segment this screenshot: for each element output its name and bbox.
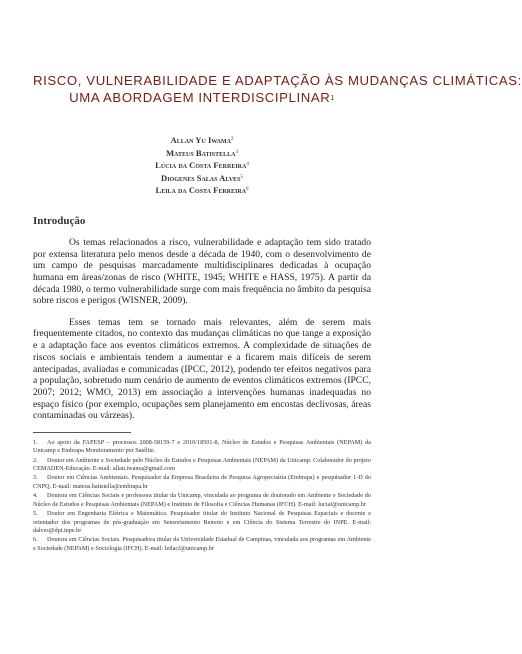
author-5 xyxy=(33,184,371,197)
author-list xyxy=(33,134,371,197)
footnote-text: Doutora em Ciências Sociais e professora titular da Unicamp, vinculada ao programa de doutorado em Ambiente e Sociedade do Núcleo de Estudos e Pesquisas Ambientais (NEPAM) e Instituto de Filosofia e Ciências Humanas (IFCH). E-mail: luciaf@unicamp.br xyxy=(33,492,371,508)
body-paragraph-1: Os temas relacionados a risco, vulnerabilidade e adaptação tem sido tratado por extensa literatura pelo menos desde a década de 1940, com o desenvolvimento de um campo de pesquisas marcadamente multidisciplinares dedicadas à ocupação humana em áreas/zonas de risco (WHITE, 1945; WHITE e HASS, 1975). A partir da década 1980, o termo vulnerabilidade surge com mais frequência no âmbito da pesquisa sobre riscos e perigos (WISNER, 2009). xyxy=(33,236,371,307)
article-title xyxy=(33,72,522,106)
author-footnote-marker: 2 xyxy=(230,137,234,142)
title-line-2-text: UMA ABORDAGEM INTERDISCIPLINAR xyxy=(69,90,331,105)
footnote-3 xyxy=(33,474,371,491)
footnote-text: Doutor em Engenharia Elétrica e Matemática. Pesquisador titular do Instituto Nacional de Pesquisas Espaciais e docente e orientador dos programas de pós-graduação em Sensoriamento Remoto e em Ciência do Sistema Terrestre do INPE. E-mail: dalves@dpi.inpe.br xyxy=(33,510,371,534)
author-footnote-marker: 3 xyxy=(235,149,238,155)
footnotes xyxy=(33,439,371,553)
body-paragraph-2: Esses temas tem se tornado mais relevantes, além de serem mais frequentemente citados, no contexto das mudanças climáticas no que tange a exposição e a adaptação face aos eventos climáticos extremos. A complexidade de situações de riscos sociais e ambientais tendem a aumentar e a ficarem mais difíceis de serem antecipadas, avaliadas e comunicadas (IPCC, 2012), podendo ter efeitos negativos para a população, sobretudo num cenário de aumento de eventos climáticos extremos (IPCC, 2007; 2012; WMO, 2013) em associação a intervenções humanas inadequadas no espaço físico (por exemplo, ocupações sem planejamento em encostas declivosas, áreas contaminadas ou várzeas). xyxy=(33,316,371,422)
footnote-5 xyxy=(33,510,371,535)
author-footnote-marker: 6 xyxy=(246,187,249,193)
footnote-text: Doutor em Ciências Ambientais. Pesquisador da Empresa Brasileira de Pesquisa Agropecuária (Embrapa) e pesquisador 1-D do CNPQ. E-mail: mateus.batistella@embrapa.br xyxy=(33,474,371,490)
document-page xyxy=(0,72,522,654)
author-4 xyxy=(33,172,371,185)
author-3 xyxy=(33,159,371,172)
author-2 xyxy=(33,147,371,160)
footnote-4 xyxy=(33,492,371,509)
title-line-2 xyxy=(33,89,371,106)
author-name: Diogenes Salas Alves xyxy=(161,172,241,183)
author-name: Lúcia da Costa Ferreira xyxy=(155,160,247,171)
footnote-number: 2. xyxy=(33,456,38,464)
title-line-1: RISCO, VULNERABILIDADE E ADAPTAÇÃO ÀS MUDANÇAS CLIMÁTICAS: xyxy=(33,73,522,88)
footnote-number: 5. xyxy=(33,510,38,518)
footnote-text: Doutora em Ciências Sociais. Pesquisadora titular da Universidade Estadual de Campinas, vinculada aos programas em Ambiente e Sociedade (NEPAM) e Sociologia (IFCH). E-mail: leilacf@unicamp.br xyxy=(33,536,371,552)
footnote-text: Ao apoio da FAPESP – processos 2008-58159-7 e 2010/18501-8, Núcleo de Estudos e Pesquisas Ambientais (NEPAM) da Unicamp e Embrapa Monitoramento por Satélite. xyxy=(33,438,371,454)
footnote-number: 4. xyxy=(33,492,38,500)
author-name: Allan Yu Iwama xyxy=(170,135,231,145)
author-footnote-marker: 4 xyxy=(246,162,249,168)
author-footnote-marker: 5 xyxy=(240,174,243,180)
author-1 xyxy=(33,134,371,147)
author-name: Mateus Batistella xyxy=(166,147,236,158)
footnote-6 xyxy=(33,536,371,553)
footnote-2 xyxy=(33,457,371,474)
footnote-number: 6. xyxy=(33,536,38,544)
section-heading: Introdução xyxy=(33,214,86,227)
footnote-1 xyxy=(33,439,371,456)
author-name: Leila da Costa Ferreira xyxy=(155,185,247,196)
footnote-number: 1. xyxy=(33,438,38,446)
title-footnote-marker: 1 xyxy=(330,95,335,102)
footnote-text: Doutor em Ambiente e Sociedade pelo Núcleo de Estudos e Pesquisas Ambientais (NEPAM) da Unicamp. Colaborador do projeto CEMADEN-Educação. E-mail: allan.iwama@gmail.com xyxy=(33,456,371,472)
footnote-divider xyxy=(33,432,131,433)
footnote-number: 3. xyxy=(33,474,38,482)
